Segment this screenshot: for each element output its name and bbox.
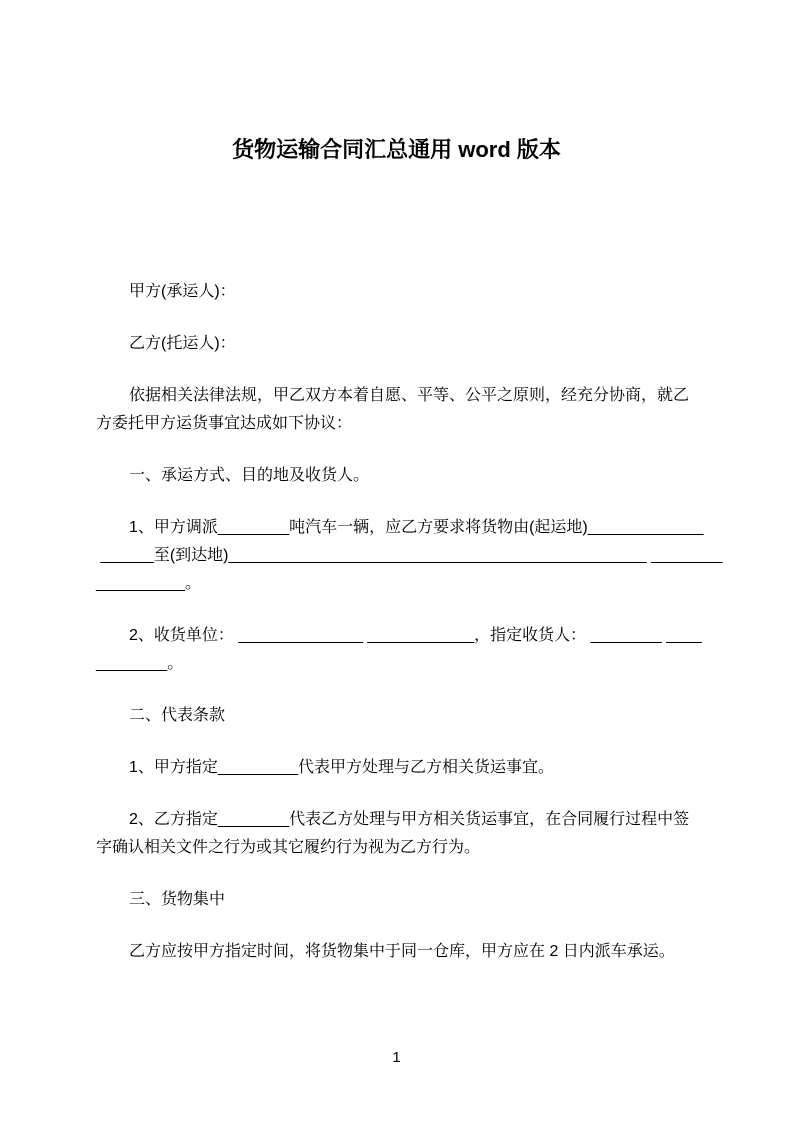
clause-2-2-line-2: 字确认相关文件之行为或其它履约行为视为乙方行为。 xyxy=(96,839,481,856)
clause-1-1-line-2: ______至(到达地)_______________________________________________ ________ xyxy=(96,547,723,564)
clause-3-line: 乙方应按甲方指定时间，将货物集中于同一仓库，甲方应在 2 日内派车承运。 xyxy=(129,943,675,960)
document-body xyxy=(96,278,723,966)
party-b-line: 乙方(托运人)： xyxy=(129,335,236,352)
preamble-line-1: 依据相关法律法规，甲乙双方本着自愿、平等、公平之原则，经充分协商，就乙 xyxy=(129,387,690,404)
section-3-heading: 三、货物集中 xyxy=(129,891,226,908)
clause-2-2-line-1: 2、乙方指定________代表乙方处理与甲方相关货运事宜，在合同履行过程中签 xyxy=(129,811,690,828)
section-1-heading: 一、承运方式、目的地及收货人。 xyxy=(129,467,370,484)
party-a-line: 甲方(承运人)： xyxy=(129,283,236,300)
clause-1-2-line-2: ________。 xyxy=(96,655,184,672)
page-number: 1 xyxy=(392,1049,401,1066)
clause-1-2-line-1: 2、收货单位： ______________ ____________，指定收货人： ________ ____ xyxy=(129,627,702,644)
clause-1-1-line-1: 1、甲方调派________吨汽车一辆，应乙方要求将货物由(起运地)_____________ xyxy=(129,519,704,536)
clause-2-1-line: 1、甲方指定_________代表甲方处理与乙方相关货运事宜。 xyxy=(129,759,554,776)
section-2-heading: 二、代表条款 xyxy=(129,707,226,724)
clause-1-1-line-3: __________。 xyxy=(96,575,201,592)
document-title: 货物运输合同汇总通用 word 版本 xyxy=(232,137,561,162)
preamble-line-2: 方委托甲方运货事宜达成如下协议： xyxy=(96,415,353,432)
